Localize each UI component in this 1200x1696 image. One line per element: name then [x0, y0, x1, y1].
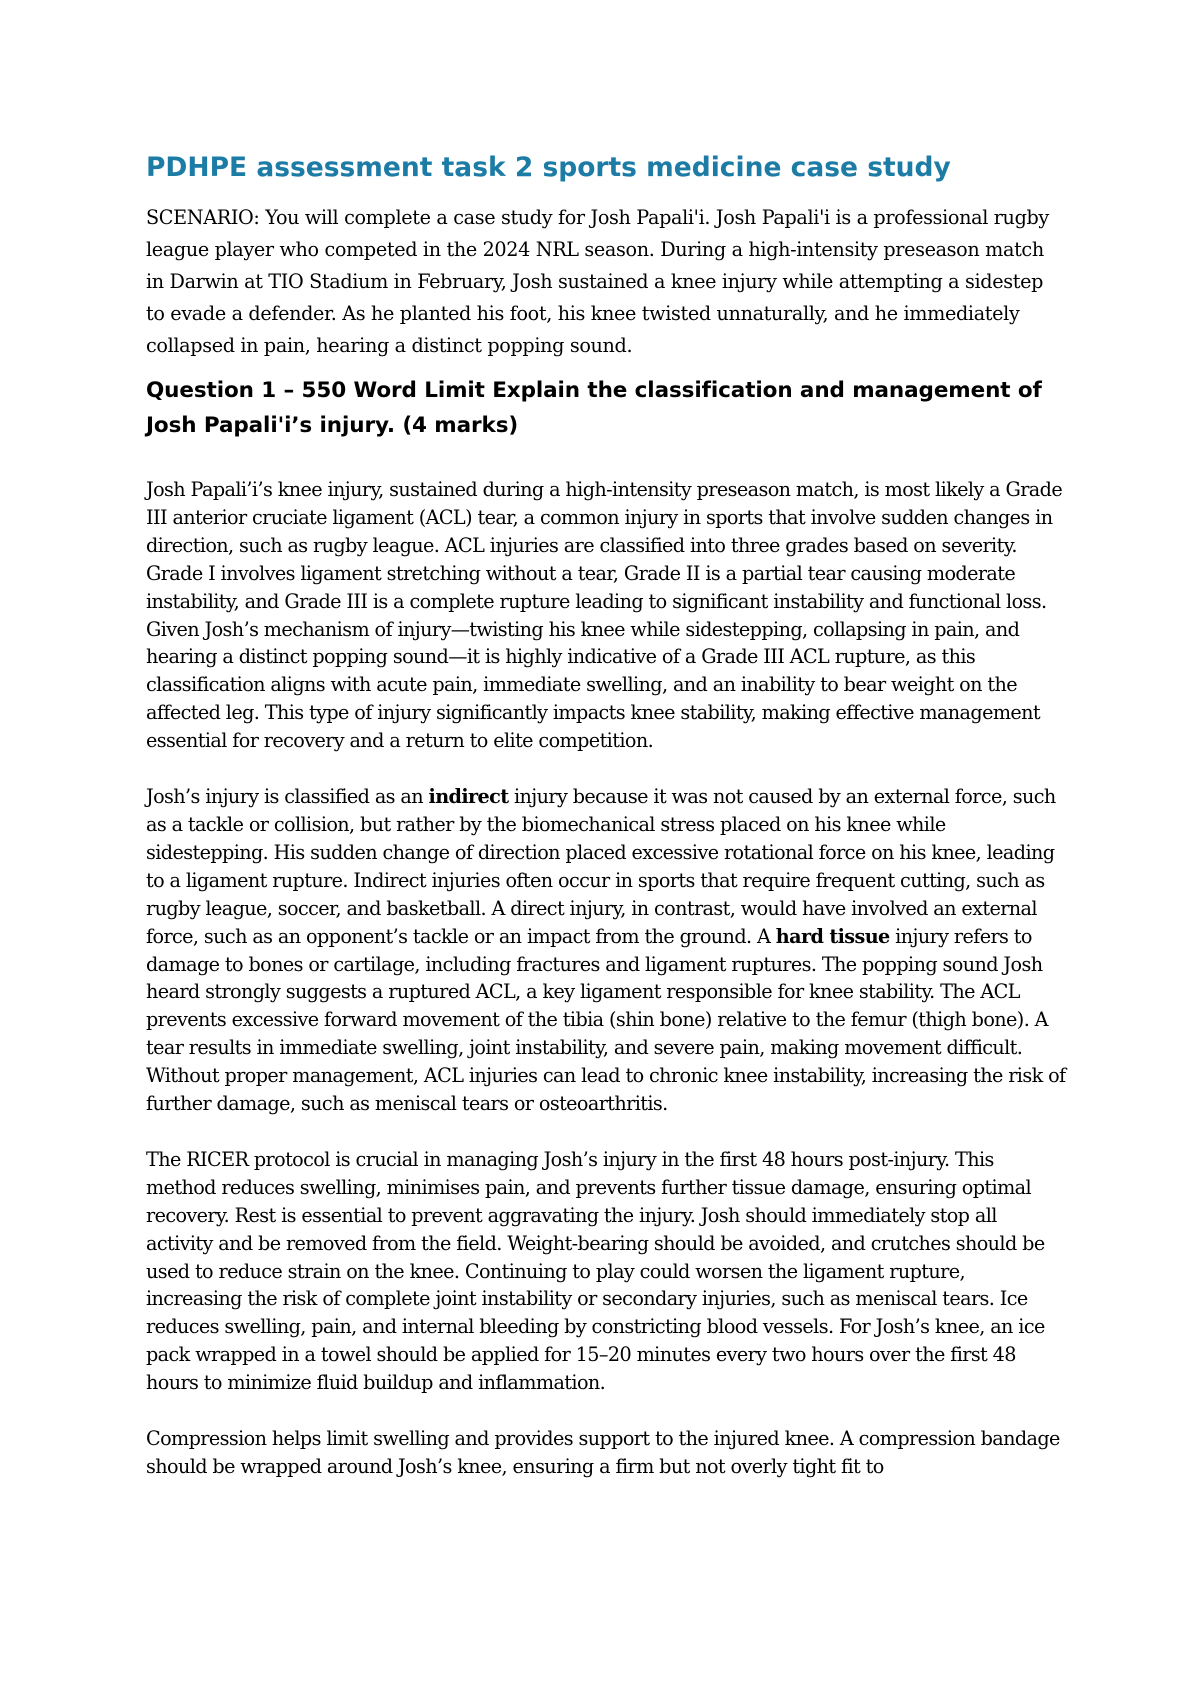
hard-tissue-term: hard tissue [775, 924, 890, 948]
answer-paragraph-1: Josh Papali’i’s knee injury, sustained during a high-intensity preseason match, is most likely a Grade III anterior cruciate ligament (ACL) tear, a common injury in sports that involve sudden changes in direction, such as rugby league. ACL injuries are classified into three grades based on severity. Grade I involves ligament stretching without a tear, Grade II is a partial tear causing moderate instability, and Grade III is a complete rupture leading to significant instability and functional loss. Given Josh’s mechanism of injury—twisting his knee while sidestepping, collapsing in pain, and hearing a distinct popping sound—it is highly indicative of a Grade III ACL rupture, as this classification aligns with acute pain, immediate swelling, and an inability to bear weight on the affected leg. This type of injury significantly impacts knee stability, making effective management essential for recovery and a return to elite competition. [146, 478, 1063, 753]
paragraph-2-text-1: Josh’s injury is classified as an [146, 785, 429, 809]
indirect-term: indirect [428, 785, 509, 809]
answer-paragraph-2 [146, 783, 1066, 1118]
paragraph-2-text-2: injury because it was not caused by an external force, such as a tackle or collision, but rather by the biomechanical stress placed on his knee while sidestepping. His sudden change of direction placed excessive rotational force on his knee, leading to a ligament rupture. Indirect injuries often occur in sports that require frequent cutting, such as rugby league, soccer, and basketball. A direct injury, in contrast, would have involved an external force, such as an opponent’s tackle or an impact from the ground. A [146, 785, 1056, 948]
document-title: PDHPE assessment task 2 sports medicine case study [146, 152, 951, 183]
answer-paragraph-4: Compression helps limit swelling and provides support to the injured knee. A compression bandage should be wrapped around Josh’s knee, ensuring a firm but not overly tight fit to [146, 1427, 1060, 1478]
document-body [146, 138, 1066, 1481]
paragraph-2-text-3: injury refers to damage to bones or cartilage, including fractures and ligament ruptures. The popping sound Josh heard strongly suggests a ruptured ACL, a key ligament responsible for knee stability. The ACL prevents excessive forward movement of the tibia (shin bone) relative to the femur (thigh bone). A tear results in immediate swelling, joint instability, and severe pain, making movement difficult. Without proper management, ACL injuries can lead to chronic knee instability, increasing the risk of further damage, such as meniscal tears or osteoarthritis. [146, 924, 1066, 1116]
scenario-paragraph: SCENARIO: You will complete a case study for Josh Papali'i. Josh Papali'i is a professional rugby league player who competed in the 2024 NRL season. During a high-intensity preseason match in Darwin at TIO Stadium in February, Josh sustained a knee injury while attempting a sidestep to evade a defender. As he planted his foot, his knee twisted unnaturally, and he immediately collapsed in pain, hearing a distinct popping sound. [146, 206, 1049, 357]
question-heading: Question 1 – 550 Word Limit Explain the classification and management of Josh Papali'i’s injury. (4 marks) [146, 378, 1042, 438]
answer-paragraph-3: The RICER protocol is crucial in managing Josh’s injury in the first 48 hours post-injury. This method reduces swelling, minimises pain, and prevents further tissue damage, ensuring optimal recovery. Rest is essential to prevent aggravating the injury. Josh should immediately stop all activity and be removed from the field. Weight-bearing should be avoided, and crutches should be used to reduce strain on the knee. Continuing to play could worsen the ligament rupture, increasing the risk of complete joint instability or secondary injuries, such as meniscal tears. Ice reduces swelling, pain, and internal bleeding by constricting blood vessels. For Josh’s knee, an ice pack wrapped in a towel should be applied for 15–20 minutes every two hours over the first 48 hours to minimize fluid buildup and inflammation. [146, 1147, 1045, 1395]
